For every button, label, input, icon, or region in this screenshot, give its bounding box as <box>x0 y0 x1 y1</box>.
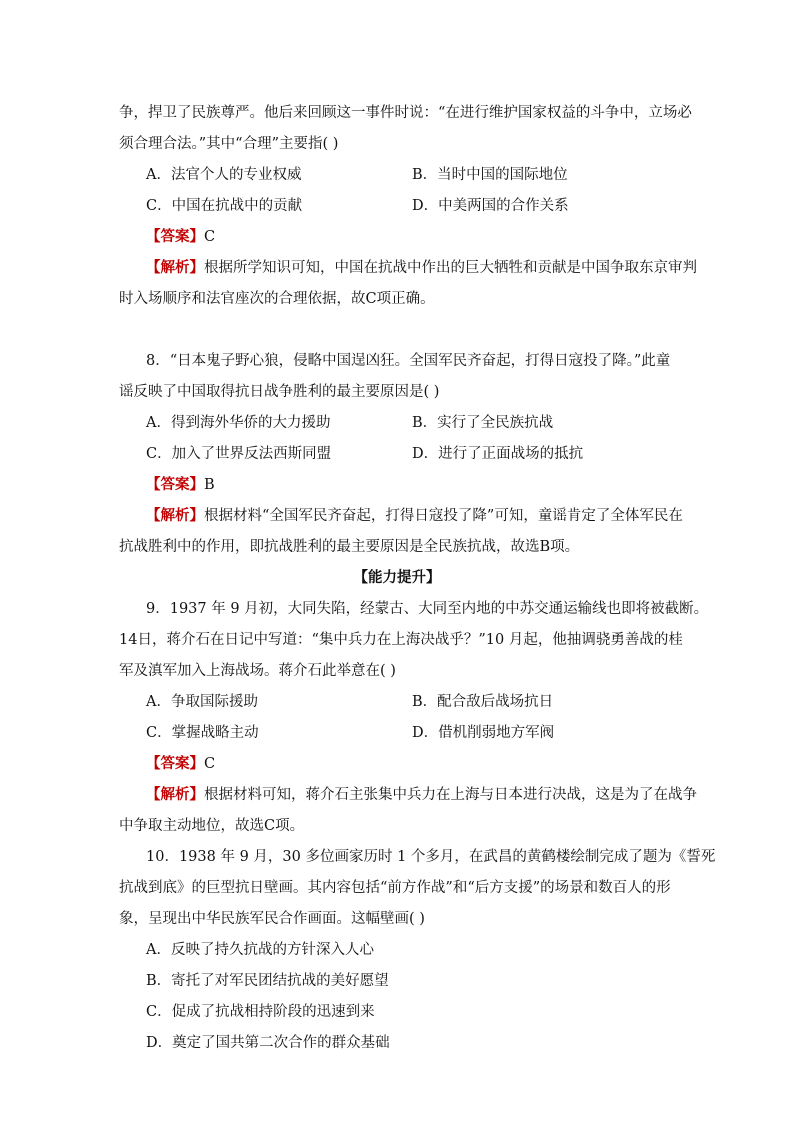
q7-option-c: C．中国在抗战中的贡献 <box>146 198 303 214</box>
answer-tag: 【答案】 <box>146 228 204 245</box>
q9-answer <box>146 754 706 774</box>
q10-stem-line-1: 10．1938 年 9 月，30 多位画家历时 1 个多月，在武昌的黄鹤楼绘制完成了题为《誓死 <box>146 849 716 865</box>
q7-analysis-line-1 <box>146 258 706 278</box>
q8-analysis-line-1 <box>146 506 706 526</box>
answer-tag: 【答案】 <box>146 476 204 493</box>
q9-answer-value: C <box>204 756 216 772</box>
q7-answer <box>146 227 706 247</box>
section-title: 【能力提升】 <box>353 569 441 586</box>
q7-stem-line-2: 须合理合法。”其中“合理”主要指( ) <box>119 136 339 152</box>
q8-analysis-text-1: 根据材料“全国军民齐奋起，打得日寇投了降”可知，童谣肯定了全体军民在 <box>204 508 683 524</box>
q8-analysis-line-2: 抗战胜利中的作用，即抗战胜利的最主要原因是全民族抗战，故选B项。 <box>119 539 580 555</box>
q7-option-b: B．当时中国的国际地位 <box>412 167 568 183</box>
q8-answer <box>146 475 706 495</box>
q9-option-b: B．配合敌后战场抗日 <box>412 694 554 710</box>
q9-option-d: D．借机削弱地方军阀 <box>412 725 555 741</box>
q9-analysis-line-2: 中争取主动地位，故选C项。 <box>119 818 305 834</box>
q8-option-c: C．加入了世界反法西斯同盟 <box>146 446 332 462</box>
q7-option-d: D．中美两国的合作关系 <box>412 198 569 214</box>
q10-stem-line-3: 象，呈现出中华民族军民合作画面。这幅壁画( ) <box>119 911 425 927</box>
analysis-tag: 【解析】 <box>146 507 204 524</box>
q8-stem-line-1: 8．“日本鬼子野心狼，侵略中国逞凶狂。全国军民齐奋起，打得日寇投了降。”此童 <box>146 353 671 369</box>
q10-option-d: D．奠定了国共第二次合作的群众基础 <box>146 1035 390 1051</box>
q9-analysis-text-1: 根据材料可知，蒋介石主张集中兵力在上海与日本进行决战，这是为了在战争 <box>204 787 697 803</box>
q7-answer-value: C <box>204 229 216 245</box>
q7-option-a: A．法官个人的专业权威 <box>146 167 302 183</box>
q10-option-c: C．促成了抗战相持阶段的迅速到来 <box>146 1004 375 1020</box>
answer-tag: 【答案】 <box>146 755 204 772</box>
q8-answer-value: B <box>204 477 215 493</box>
q10-stem-line-2: 抗战到底》的巨型抗日壁画。其内容包括“前方作战”和“后方支援”的场景和数百人的形 <box>119 880 671 896</box>
analysis-tag: 【解析】 <box>146 786 204 803</box>
q9-stem-line-3: 军及滇军加入上海战场。蒋介石此举意在( ) <box>119 663 396 679</box>
q7-analysis-text-1: 根据所学知识可知，中国在抗战中作出的巨大牺牲和贡献是中国争取东京审判 <box>204 260 697 276</box>
q10-option-b: B．寄托了对军民团结抗战的美好愿望 <box>146 973 389 989</box>
q8-option-a: A．得到海外华侨的大力援助 <box>146 415 331 431</box>
q10-option-a: A．反映了持久抗战的方针深入人心 <box>146 942 374 958</box>
q7-analysis-line-2: 时入场顺序和法官座次的合理依据，故C项正确。 <box>119 291 435 307</box>
q8-option-d: D．进行了正面战场的抵抗 <box>412 446 584 462</box>
q9-stem-line-2: 14日，蒋介石在日记中写道：“集中兵力在上海决战乎？”10 月起，他抽调骁勇善战的桂 <box>119 632 683 648</box>
q9-option-c: C．掌握战略主动 <box>146 725 259 741</box>
q9-option-a: A．争取国际援助 <box>146 694 258 710</box>
q8-stem-line-2: 谣反映了中国取得抗日战争胜利的最主要原因是( ) <box>119 384 440 400</box>
analysis-tag: 【解析】 <box>146 259 204 276</box>
q8-option-b: B．实行了全民族抗战 <box>412 415 554 431</box>
q9-analysis-line-1 <box>146 785 706 805</box>
q9-stem-line-1: 9．1937 年 9 月初，大同失陷，经蒙古、大同至内地的中苏交通运输线也即将被截断。 <box>146 601 709 617</box>
q7-stem-line-1: 争，捍卫了民族尊严。他后来回顾这一事件时说：“在进行维护国家权益的斗争中，立场必 <box>119 105 692 121</box>
